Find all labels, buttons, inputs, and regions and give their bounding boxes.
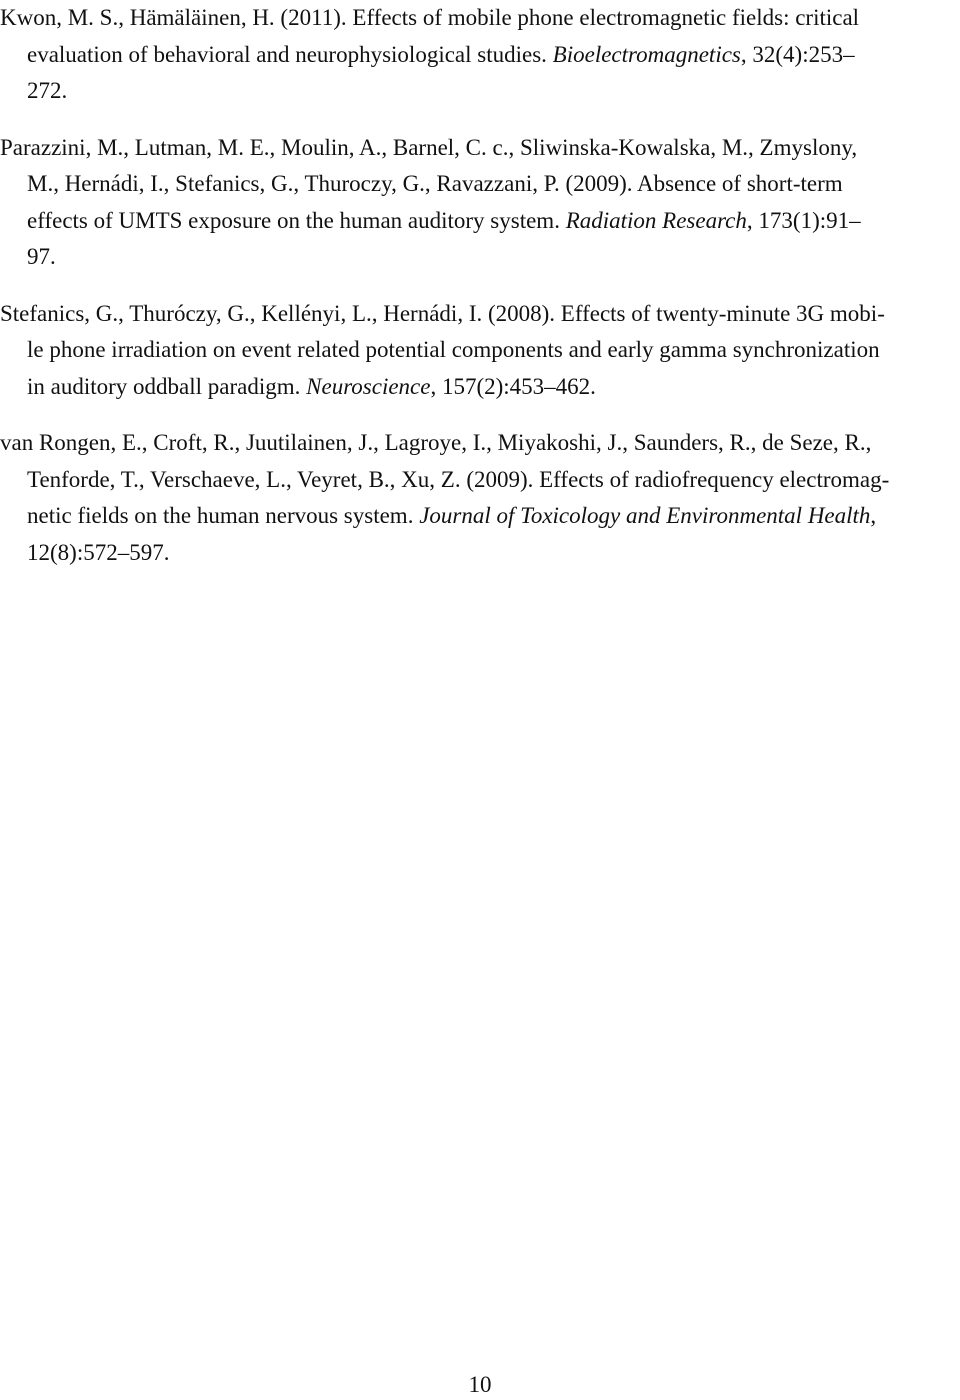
reference-line: effects of UMTS exposure on the human auditory system. Radiation Research, 173(1):91– bbox=[27, 207, 861, 233]
reference-line: netic fields on the human nervous system. Journal of Toxicology and Environmental Health, bbox=[27, 503, 877, 528]
journal-title: Bioelectromagnetics bbox=[552, 41, 741, 67]
reference-line: M., Hernádi, I., Stefanics, G., Thuroczy, G., Ravazzani, P. (2009). Absence of short-term bbox=[27, 171, 843, 196]
reference-line: in auditory oddball paradigm. Neuroscience, 157(2):453–462. bbox=[27, 373, 596, 399]
reference-line: Kwon, M. S., Hämäläinen, H. (2011). Effects of mobile phone electromagnetic fields: critical bbox=[0, 5, 860, 30]
reference-line: 12(8):572–597. bbox=[27, 539, 170, 565]
reference-line: evaluation of behavioral and neurophysiological studies. Bioelectromagnetics, 32(4):253– bbox=[27, 41, 855, 67]
reference-line: Stefanics, G., Thuróczy, G., Kellényi, L., Hernádi, I. (2008). Effects of twenty-minute 3G mobi- bbox=[0, 300, 885, 326]
page-number: 10 bbox=[468, 1372, 492, 1397]
journal-title: Neuroscience bbox=[306, 373, 431, 399]
reference-line: 97. bbox=[27, 244, 56, 269]
reference-line: van Rongen, E., Croft, R., Juutilainen, J., Lagroye, I., Miyakoshi, J., Saunders, R., de Seze, R., bbox=[0, 430, 872, 455]
journal-title: Radiation Research bbox=[565, 207, 747, 233]
reference-parazzini-2009 bbox=[0, 130, 960, 276]
reference-line: le phone irradiation on event related potential components and early gamma synchronization bbox=[27, 337, 880, 362]
journal-title: Journal of Toxicology and Environmental Health bbox=[419, 503, 871, 528]
reference-line: 272. bbox=[27, 78, 68, 103]
reference-stefanics-2008 bbox=[0, 296, 960, 406]
reference-vanrongen-2009 bbox=[0, 425, 960, 571]
reference-line: Parazzini, M., Lutman, M. E., Moulin, A., Barnel, C. c., Sliwinska-Kowalska, M., Zmyslony, bbox=[0, 134, 858, 160]
reference-list bbox=[0, 0, 960, 591]
reference-line: Tenforde, T., Verschaeve, L., Veyret, B., Xu, Z. (2009). Effects of radiofrequency electromag- bbox=[27, 466, 890, 492]
reference-kwon-2011 bbox=[0, 0, 960, 110]
